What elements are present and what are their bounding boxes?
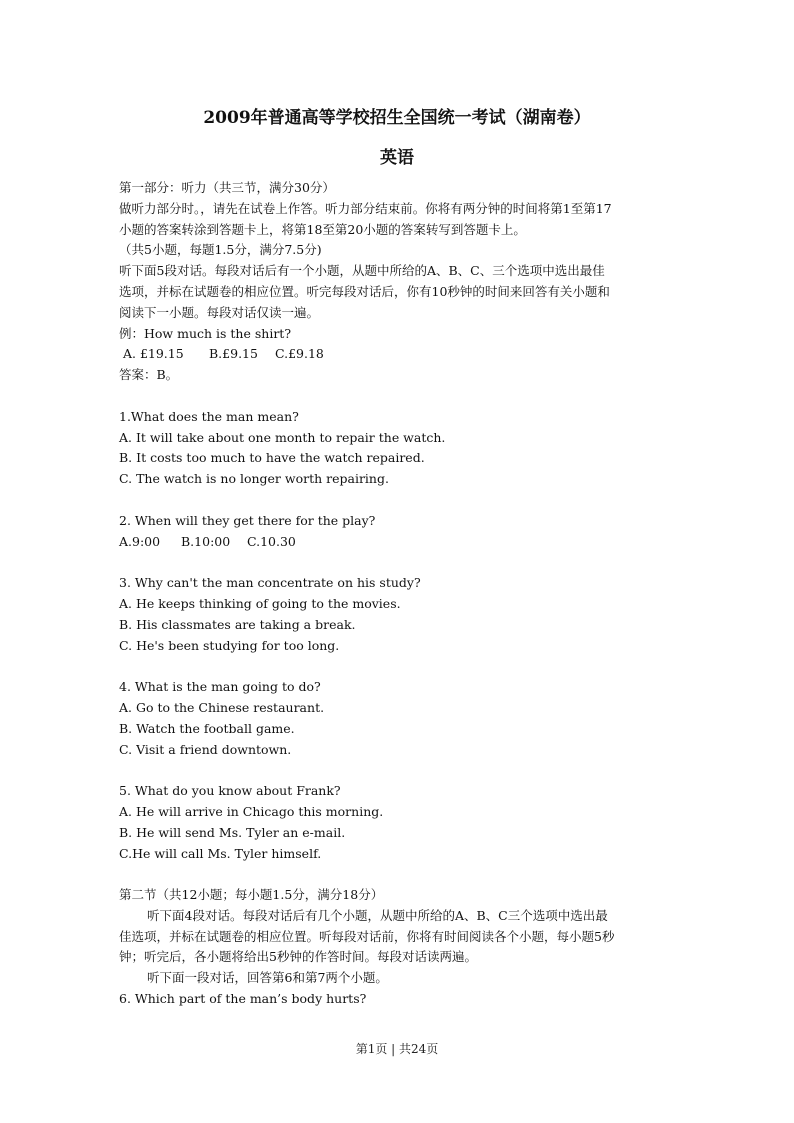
question-1-option-c: C. The watch is no longer worth repairing. <box>119 471 389 487</box>
directions-line2: 选项，并标在试题卷的相应位置。听完每段对话后，你有10秒钟的时间来回答有关小题和 <box>119 283 610 299</box>
page-footer: 第1页 | 共24页 <box>355 1042 439 1056</box>
question-4-stem: 4. What is the man going to do? <box>119 679 321 695</box>
question-3-option-c: C. He's been studying for too long. <box>119 637 340 653</box>
example-answer: 答案：B。 <box>119 367 179 383</box>
exam-title: 2009年普通高等学校招生全国统一考试（湖南卷） <box>203 108 591 128</box>
section1-instruction-line1: 做听力部分时。，请先在试卷上作答。听力部分结束前。你将有两分钟的时间将第1至第17 <box>119 200 612 216</box>
question-2-stem: 2. When will they get there for the play? <box>119 512 376 528</box>
example-option-b: B.£9.15 <box>209 346 258 362</box>
dialog-intro: 听下面一段对话，回答第6和第7两个小题。 <box>147 970 388 986</box>
question-1-option-a: A. It will take about one month to repair the watch. <box>119 429 446 445</box>
question-3-option-b: B. His classmates are taking a break. <box>119 616 356 632</box>
question-2-option-b: B.10:00 <box>181 533 231 549</box>
spacer <box>119 490 679 511</box>
section2-directions-line1: 听下面4段对话。每段对话后有几个小题，从题中所给的A、B、C三个选项中选出最 <box>147 907 608 923</box>
example-option-c: C.£9.18 <box>275 346 324 362</box>
spacer <box>119 864 679 885</box>
question-2-option-a: A.9:00 <box>119 533 161 549</box>
question-4-option-c: C. Visit a friend downtown. <box>119 741 292 757</box>
question-5-option-c: C.He will call Ms. Tyler himself. <box>119 845 322 861</box>
directions-line3: 阅读下一小题。每段对话仅读一遍。 <box>119 304 320 320</box>
question-6-stem: 6. Which part of the man’s body hurts? <box>119 991 367 1007</box>
question-4-option-a: A. Go to the Chinese restaurant. <box>119 699 325 715</box>
question-5-option-a: A. He will arrive in Chicago this morning. <box>119 803 384 819</box>
spacer <box>119 552 679 573</box>
section1-heading: 第一部分：听力（共三节，满分30分） <box>119 180 335 195</box>
question-4-option-b: B. Watch the football game. <box>119 720 295 736</box>
section2-directions-line3: 钟；听完后，各小题将给出5秒钟的作答时间。每段对话读两遍。 <box>119 949 477 965</box>
subject-title: 英语 <box>380 148 414 168</box>
spacer <box>119 760 679 781</box>
question-1-option-b: B. It costs too much to have the watch repaired. <box>119 450 425 466</box>
directions-line1: 听下面5段对话。每段对话后有一个小题，从题中所给的A、B、C、三个选项中选出最佳 <box>119 263 605 279</box>
spacer <box>119 386 679 407</box>
question-2-options <box>119 532 679 553</box>
part-info: （共5小题，每题1.5分，满分7.5分) <box>119 242 322 258</box>
question-5-stem: 5. What do you know about Frank? <box>119 783 341 799</box>
question-1-stem: 1.What does the man mean? <box>119 408 299 424</box>
example-question: 例：How much is the shirt? <box>119 325 292 341</box>
document-body <box>119 178 679 1010</box>
example-options <box>119 344 679 365</box>
question-2-option-c: C.10.30 <box>247 533 296 549</box>
example-option-a: A. £19.15 <box>119 346 184 362</box>
question-3-option-a: A. He keeps thinking of going to the movies. <box>119 595 401 611</box>
spacer <box>119 656 679 677</box>
section1-instruction-line2: 小题的答案转涂到答题卡上，将第18至第20小题的答案转写到答题卡上。 <box>119 221 526 237</box>
question-3-stem: 3. Why can't the man concentrate on his study? <box>119 575 421 591</box>
question-5-option-b: B. He will send Ms. Tyler an e-mail. <box>119 824 346 840</box>
section2-directions-line2: 佳选项，并标在试题卷的相应位置。听每段对话前，你将有时间阅读各个小题，每小题5秒 <box>119 928 615 944</box>
section2-heading: 第二节（共12小题；每小题1.5分，满分18分） <box>119 887 384 903</box>
